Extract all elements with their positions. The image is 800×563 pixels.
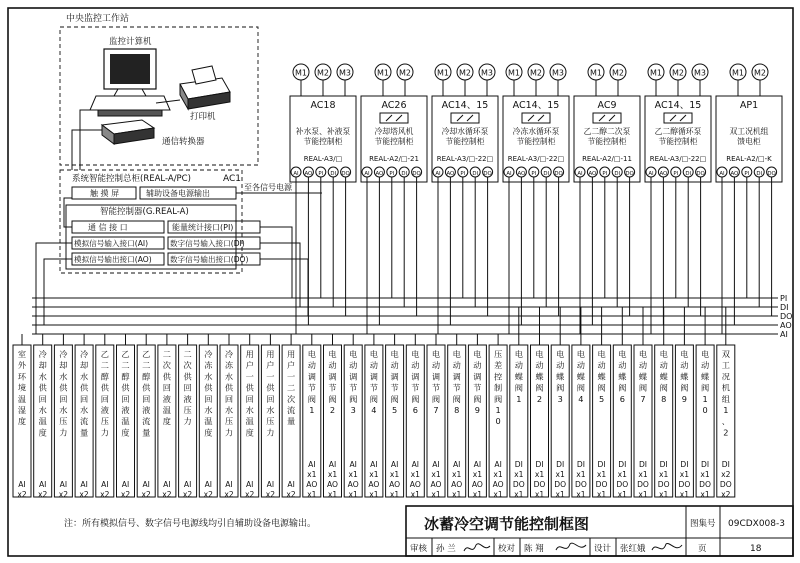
reviewer-signature bbox=[464, 544, 490, 551]
cabinet-code: AC14、15 bbox=[441, 100, 489, 111]
field-device-io: DI x1 DO x1 bbox=[554, 460, 567, 499]
field-device-25 bbox=[510, 307, 528, 499]
field-device-3 bbox=[54, 334, 72, 499]
note-text: 注：所有模拟信号、数字信号电源线均引自辅助设备电源输出。 bbox=[64, 519, 317, 529]
cabinet-name-line: 乙二醇二次泵 bbox=[583, 127, 631, 136]
field-device-io: AI x2 bbox=[224, 480, 234, 499]
io-terminal-label: PI bbox=[531, 171, 537, 177]
field-device-name: 用户一供回水压力 bbox=[266, 349, 275, 438]
controller-label: 智能控制器(G.REAL-A) bbox=[100, 207, 189, 217]
motor-label: M3 bbox=[339, 68, 351, 78]
field-device-name: 电动蝶阀 8 bbox=[659, 349, 668, 404]
field-device-io: DI x1 DO x1 bbox=[637, 460, 649, 499]
ai-port-link bbox=[36, 243, 72, 334]
cabinet-4 bbox=[503, 64, 569, 334]
breaker-contacts bbox=[457, 115, 473, 121]
field-device-io: DI x1 DO x1 bbox=[657, 460, 670, 499]
field-device-name: 电动调节阀 6 bbox=[411, 349, 420, 415]
field-device-io: DI x1 DO x1 bbox=[678, 460, 691, 499]
cabinet-name-line: 节能控制柜 bbox=[658, 137, 698, 146]
motor-label: M1 bbox=[295, 68, 307, 78]
cabinet-name-line: 双工况机组 bbox=[729, 127, 769, 136]
field-device-10 bbox=[199, 334, 217, 499]
motor-label: M2 bbox=[530, 68, 542, 78]
breaker-contacts bbox=[386, 115, 402, 121]
io-terminal-label: DO bbox=[625, 171, 634, 177]
field-device-1 bbox=[13, 334, 31, 499]
cabinet-5 bbox=[574, 64, 640, 334]
field-device-31 bbox=[634, 307, 652, 499]
field-device-io: AI x1 AO x1 bbox=[368, 460, 380, 499]
field-device-io: AI x2 bbox=[17, 480, 27, 499]
field-device-name: 冷却水供回水压力 bbox=[59, 349, 68, 438]
field-device-io: AI x2 bbox=[100, 480, 110, 499]
motor-label: M2 bbox=[399, 68, 411, 78]
breaker-contacts bbox=[670, 115, 686, 121]
field-device-4 bbox=[75, 334, 93, 499]
io-terminal-label: AO bbox=[588, 171, 597, 177]
field-device-34 bbox=[696, 307, 714, 499]
system-cabinet-title: 系统智能控制总柜(REAL-A/PC) bbox=[72, 174, 191, 184]
field-device-17 bbox=[344, 334, 362, 499]
field-device-name: 电动调节阀 5 bbox=[390, 349, 399, 415]
cabinet-name-line: 节能控制柜 bbox=[374, 137, 414, 146]
cabinet-7 bbox=[716, 64, 782, 334]
pi-port-link bbox=[260, 227, 292, 298]
field-device-name: 乙二醇供回液压力 bbox=[100, 349, 109, 438]
cabinet-name-line: 馈电柜 bbox=[737, 137, 761, 146]
field-device-io: AI x1 AO x1 bbox=[471, 460, 483, 499]
field-device-io: AI x1 AO x1 bbox=[409, 460, 421, 499]
io-terminal-label: DO bbox=[696, 171, 705, 177]
field-device-33 bbox=[675, 307, 693, 499]
field-device-io: AI x2 bbox=[162, 480, 172, 499]
computer-cable bbox=[80, 110, 100, 170]
field-device-29 bbox=[593, 307, 611, 499]
field-device-io: AI x1 AO x1 bbox=[430, 460, 442, 499]
field-device-15 bbox=[303, 334, 321, 499]
field-device-14 bbox=[282, 334, 300, 499]
checker-name: 陈 翔 bbox=[524, 544, 544, 554]
field-device-13 bbox=[261, 334, 279, 499]
io-terminal-label: AI bbox=[435, 171, 441, 177]
field-device-name: 电动蝶阀 1 0 bbox=[700, 349, 710, 415]
field-device-7 bbox=[137, 334, 155, 499]
field-device-20 bbox=[406, 334, 424, 499]
motor-label: M1 bbox=[732, 68, 744, 78]
field-device-name: 电动调节阀 3 bbox=[349, 349, 358, 415]
field-device-name: 电动蝶阀 6 bbox=[618, 349, 627, 404]
field-device-io: AI x2 bbox=[182, 480, 193, 499]
io-terminal-label: DO bbox=[341, 171, 350, 177]
cabinet-name-line: 冷冻水循环泵 bbox=[512, 127, 560, 136]
field-device-9 bbox=[179, 334, 197, 499]
io-terminal-label: DI bbox=[472, 171, 479, 177]
cabinet-code: AC9 bbox=[597, 100, 617, 111]
printer-label: 打印机 bbox=[190, 112, 216, 122]
ai-port-label: 模拟信号输入接口(AI) bbox=[74, 239, 149, 248]
motor-label: M2 bbox=[317, 68, 329, 78]
touch-screen-label: 触 摸 屏 bbox=[90, 189, 120, 198]
cabinet-6 bbox=[645, 64, 711, 334]
designer-name: 张红娥 bbox=[620, 544, 646, 554]
design-label: 设计 bbox=[594, 544, 612, 554]
field-device-io: AI x2 bbox=[265, 480, 276, 499]
field-device-12 bbox=[241, 334, 259, 499]
io-terminal-label: AO bbox=[375, 171, 384, 177]
title-block bbox=[406, 506, 793, 556]
field-device-name: 用户一供回水温度 bbox=[245, 349, 254, 438]
field-device-name: 乙二醇供回液流量 bbox=[142, 349, 151, 438]
di-port-label: 数字信号输入接口(DI) bbox=[170, 239, 245, 248]
cabinet-code: AC18 bbox=[310, 100, 336, 111]
io-terminal-label: AI bbox=[577, 171, 583, 177]
breaker-symbol bbox=[451, 113, 479, 123]
motor-label: M3 bbox=[552, 68, 564, 78]
io-terminal-label: DI bbox=[401, 171, 408, 177]
field-device-name: 双工况机组 1 、 2 bbox=[721, 349, 730, 438]
motor-label: M1 bbox=[377, 68, 389, 78]
field-device-io: AI x2 bbox=[203, 480, 213, 499]
bus-label-ai: AI bbox=[780, 330, 788, 339]
field-device-16 bbox=[324, 334, 342, 499]
breaker-contacts bbox=[599, 115, 615, 121]
io-terminal-label: PI bbox=[744, 171, 750, 177]
field-device-io: AI x1 AO x1 bbox=[492, 460, 504, 499]
field-device-name: 冷却水供回水流量 bbox=[79, 349, 89, 438]
field-device-io: DI x1 DO x1 bbox=[533, 460, 546, 499]
field-device-io: AI x2 bbox=[58, 480, 69, 499]
field-device-name: 电动调节阀 1 bbox=[307, 349, 316, 415]
breaker-symbol bbox=[522, 113, 550, 123]
converter-label: 通信转换器 bbox=[162, 137, 205, 147]
cabinet-name-line: 节能控制柜 bbox=[587, 137, 627, 146]
bus-label-pi: PI bbox=[780, 294, 788, 303]
io-terminal-label: DO bbox=[483, 171, 492, 177]
breaker-contacts bbox=[528, 115, 544, 121]
field-device-name: 电动蝶阀 2 bbox=[535, 349, 544, 404]
designer-signature bbox=[652, 544, 682, 550]
field-device-27 bbox=[551, 307, 569, 499]
drawing-title: 冰蓄冷空调节能控制框图 bbox=[424, 515, 590, 533]
field-device-io: AI x2 bbox=[141, 480, 151, 499]
ao-port-label: 模拟信号输出接口(AO) bbox=[74, 255, 152, 264]
cabinet-name-line: 节能控制柜 bbox=[445, 137, 485, 146]
io-terminal-label: AI bbox=[648, 171, 654, 177]
cabinet-model: REAL-A2/□-11 bbox=[582, 155, 632, 163]
field-device-io: DI x1 DO x1 bbox=[699, 460, 712, 499]
io-terminal-label: DI bbox=[614, 171, 621, 177]
cabinet-model: REAL-A3/□-22□ bbox=[507, 155, 565, 163]
io-terminal-label: DO bbox=[554, 171, 563, 177]
field-device-2 bbox=[34, 334, 52, 499]
field-device-io: AI x1 AO x1 bbox=[347, 460, 359, 499]
breaker-symbol bbox=[380, 113, 408, 123]
io-terminal-label: AI bbox=[506, 171, 512, 177]
io-terminal-label: PI bbox=[389, 171, 395, 177]
field-device-io: DI x1 DO x1 bbox=[595, 460, 608, 499]
converter-cable bbox=[72, 130, 102, 170]
field-device-name: 用户一二次流量 bbox=[286, 349, 296, 427]
breaker-symbol bbox=[593, 113, 621, 123]
printer-icon bbox=[180, 66, 230, 109]
computer-label: 监控计算机 bbox=[109, 37, 152, 47]
field-device-11 bbox=[220, 334, 238, 499]
atlas-label: 图集号 bbox=[690, 519, 716, 529]
field-device-6 bbox=[117, 334, 135, 499]
field-device-name: 冷却水供回水温度 bbox=[38, 349, 47, 438]
field-device-name: 冷冻水供回水压力 bbox=[224, 349, 234, 438]
io-terminal-label: DO bbox=[767, 171, 776, 177]
field-device-io: AI x2 bbox=[79, 480, 89, 499]
field-device-name: 电动蝶阀 3 bbox=[556, 349, 565, 404]
io-terminal-label: AO bbox=[730, 171, 739, 177]
motor-label: M1 bbox=[508, 68, 520, 78]
io-terminal-label: AO bbox=[304, 171, 313, 177]
field-device-name: 电动调节阀 2 bbox=[328, 349, 337, 415]
field-device-19 bbox=[386, 334, 404, 499]
field-device-name: 乙二醇供回液温度 bbox=[121, 349, 130, 438]
field-device-32 bbox=[655, 307, 673, 499]
field-device-5 bbox=[96, 334, 114, 499]
comm-port-link bbox=[64, 198, 72, 227]
cabinet-3 bbox=[432, 64, 498, 334]
field-device-io: DI x1 DO x1 bbox=[616, 460, 629, 499]
field-device-name: 压差控制阀 1 0 bbox=[493, 349, 503, 427]
field-device-io: AI x1 AO x1 bbox=[389, 460, 401, 499]
field-device-name: 室外环境温湿度 bbox=[17, 349, 27, 427]
motor-label: M1 bbox=[590, 68, 602, 78]
breaker-symbol bbox=[664, 113, 692, 123]
field-device-name: 电动蝶阀 9 bbox=[680, 349, 689, 404]
field-device-name: 电动蝶阀 1 bbox=[514, 349, 523, 404]
field-device-18 bbox=[365, 334, 383, 499]
field-device-group bbox=[13, 307, 735, 499]
field-device-35 bbox=[717, 307, 735, 499]
field-device-name: 电动调节阀 8 bbox=[452, 349, 461, 415]
motor-label: M3 bbox=[694, 68, 706, 78]
io-terminal-label: AO bbox=[659, 171, 668, 177]
cabinet-model: REAL-A2/□-21 bbox=[369, 155, 419, 163]
field-device-name: 电动蝶阀 7 bbox=[638, 349, 648, 404]
cabinet-name-line: 乙二醇循环泵 bbox=[654, 127, 702, 136]
field-device-21 bbox=[427, 334, 445, 499]
motor-label: M1 bbox=[650, 68, 662, 78]
cabinet-code: AC14、15 bbox=[512, 100, 560, 111]
workstation-group bbox=[60, 12, 258, 170]
reviewer-name: 孙 兰 bbox=[436, 544, 456, 554]
field-device-23 bbox=[468, 334, 486, 499]
io-terminal-label: PI bbox=[602, 171, 608, 177]
cabinet-model: REAL-A3/□ bbox=[303, 155, 343, 163]
bus-label-ao: AO bbox=[780, 321, 792, 330]
cabinet-name-line: 节能控制柜 bbox=[516, 137, 556, 146]
motor-label: M1 bbox=[437, 68, 449, 78]
field-device-name: 电动蝶阀 4 bbox=[576, 349, 586, 404]
cabinet-name-line: 冷却塔风机 bbox=[374, 127, 414, 136]
atlas-number: 09CDX008-3 bbox=[728, 519, 785, 529]
io-terminal-label: AO bbox=[446, 171, 455, 177]
field-device-name: 电动蝶阀 5 bbox=[597, 349, 606, 404]
di-port-link bbox=[260, 243, 300, 307]
motor-label: M2 bbox=[754, 68, 766, 78]
field-device-io: DI x1 DO x1 bbox=[574, 460, 587, 499]
cabinet-model: REAL-A3/□-22□ bbox=[436, 155, 494, 163]
pi-port-label: 能量统计接口(PI) bbox=[172, 223, 234, 232]
cabinet-code: AC26 bbox=[381, 100, 407, 111]
cabinet-model: REAL-A3/□-22□ bbox=[649, 155, 707, 163]
field-device-name: 电动调节阀 7 bbox=[431, 349, 441, 415]
field-device-io: AI x1 AO x1 bbox=[451, 460, 463, 499]
cabinet-name-line: 节能控制柜 bbox=[303, 137, 343, 146]
motor-label: M2 bbox=[672, 68, 684, 78]
checker-signature bbox=[556, 543, 586, 550]
converter-icon bbox=[102, 120, 154, 144]
cabinet-model: REAL-A2/□-K bbox=[726, 155, 772, 163]
motor-label: M2 bbox=[459, 68, 471, 78]
cabinet-group bbox=[290, 64, 782, 334]
field-device-28 bbox=[572, 307, 590, 499]
field-device-8 bbox=[158, 334, 176, 499]
aux-power-label: 辅助设备电源输出 bbox=[146, 189, 210, 198]
field-device-30 bbox=[613, 307, 631, 499]
computer-icon bbox=[90, 49, 170, 116]
system-cabinet-code: AC1 bbox=[223, 174, 242, 184]
motor-label: M2 bbox=[612, 68, 624, 78]
page-number: 18 bbox=[750, 544, 762, 554]
comm-port-label: 通 信 接 口 bbox=[88, 223, 128, 232]
field-device-io: AI x1 AO x1 bbox=[306, 460, 318, 499]
cabinet-2 bbox=[361, 64, 427, 334]
io-terminal-label: DI bbox=[685, 171, 692, 177]
page-label: 页 bbox=[698, 544, 707, 554]
system-cabinet-ac1 bbox=[60, 170, 322, 273]
do-port-label: 数字信号输出接口(DO) bbox=[170, 255, 249, 264]
workstation-title: 中央监控工作站 bbox=[66, 14, 130, 24]
field-device-26 bbox=[531, 307, 549, 499]
field-device-name: 二次供回液温度 bbox=[162, 349, 172, 427]
io-terminal-label: DI bbox=[330, 171, 337, 177]
bus-label-do: DO bbox=[780, 312, 793, 321]
field-device-name: 二次供回液压力 bbox=[183, 349, 192, 427]
review-label: 审核 bbox=[410, 544, 428, 554]
field-device-io: AI x2 bbox=[38, 480, 48, 499]
cabinet-code: AC14、15 bbox=[654, 100, 702, 111]
cabinet-code: AP1 bbox=[739, 100, 759, 111]
field-device-io: DI x1 DO x1 bbox=[512, 460, 525, 499]
field-device-22 bbox=[448, 334, 466, 499]
bus-label-di: DI bbox=[780, 303, 789, 312]
motor-label: M3 bbox=[481, 68, 493, 78]
check-label: 校对 bbox=[498, 544, 516, 554]
io-terminal-label: AI bbox=[364, 171, 370, 177]
field-device-io: DI x2 DO x2 bbox=[719, 460, 732, 499]
field-device-io: AI x1 AO x1 bbox=[326, 460, 339, 499]
field-device-name: 电动调节阀 9 bbox=[473, 349, 482, 415]
io-terminal-label: AI bbox=[719, 171, 725, 177]
field-device-name: 电动调节阀 4 bbox=[369, 349, 379, 415]
field-device-name: 冷冻水供回水温度 bbox=[204, 349, 213, 438]
field-device-io: AI x2 bbox=[286, 480, 296, 499]
field-device-24 bbox=[489, 334, 507, 499]
field-device-io: AI x2 bbox=[245, 480, 255, 499]
io-terminal-label: AI bbox=[293, 171, 299, 177]
io-terminal-label: PI bbox=[673, 171, 679, 177]
cabinet-name-line: 补水泵、补液泵 bbox=[295, 127, 351, 136]
cabinet-name-line: 冷却水循环泵 bbox=[441, 127, 489, 136]
to-power-label: 至各信号电源 bbox=[244, 183, 292, 192]
io-terminal-label: DO bbox=[412, 171, 421, 177]
io-terminal-label: DI bbox=[543, 171, 550, 177]
io-terminal-label: PI bbox=[318, 171, 324, 177]
io-terminal-label: PI bbox=[460, 171, 466, 177]
io-terminal-label: DI bbox=[756, 171, 763, 177]
io-terminal-label: AO bbox=[517, 171, 526, 177]
field-device-io: AI x2 bbox=[120, 480, 131, 499]
